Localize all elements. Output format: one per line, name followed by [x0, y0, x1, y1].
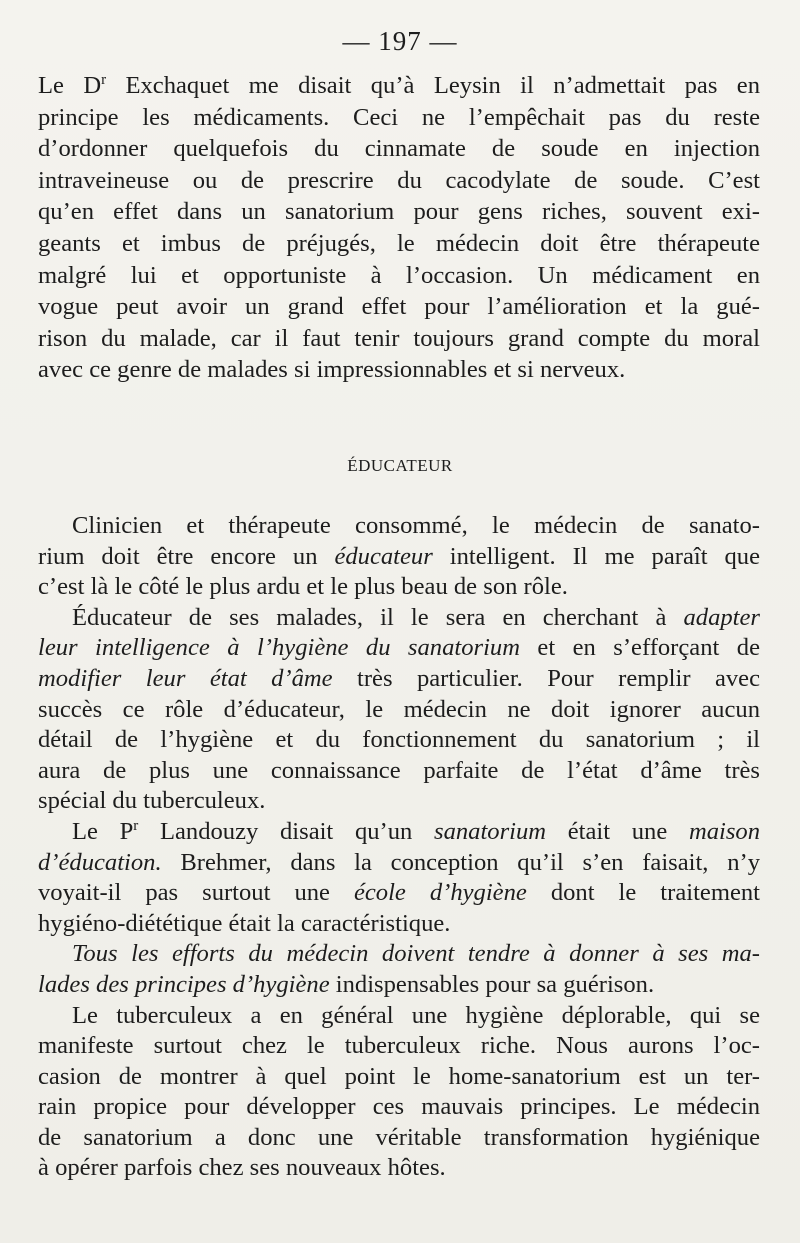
italic-run: sanatorium	[434, 817, 547, 845]
text-line: de sanatorium a donc une véritable transformation hygiénique	[38, 1123, 760, 1151]
text-run: et en s’efforçant de	[519, 634, 760, 662]
italic-run: d’éducation.	[38, 848, 162, 876]
text-line: succès ce rôle d’éducateur, le médecin ne doit ignorer aucun	[38, 695, 760, 723]
section-2-body	[38, 511, 760, 1184]
text-line	[38, 664, 760, 695]
text-line	[38, 542, 760, 573]
text-line: geants et imbus de préjugés, le médecin doit être thérapeute	[38, 229, 760, 257]
text-line	[38, 848, 760, 879]
italic-run: maison	[688, 817, 760, 845]
text-line: aura de plus une connaissance parfaite de l’état d’âme très	[38, 756, 760, 784]
text-line: détail de l’hygiène et du fonctionnement du sanatorium ; il	[38, 726, 760, 754]
section-1-paragraph	[38, 70, 760, 386]
text-line: hygiéno-diététique était la caractéristique.	[38, 909, 451, 937]
italic-run: modifier leur état d’âme	[38, 664, 333, 692]
text-line	[38, 633, 760, 664]
text-line	[38, 70, 760, 102]
text-line: intraveineuse ou de prescrire du cacodylate de soude. C’est	[38, 166, 760, 194]
italic-run: lades des principes d’hygiène	[38, 970, 330, 998]
text-line: manifeste surtout chez le tuberculeux riche. Nous aurons l’oc-	[38, 1032, 760, 1060]
text-run: Le D	[38, 72, 102, 99]
text-line	[38, 603, 760, 634]
text-line: Tous les efforts du médecin doivent tendre à donner à ses ma-	[72, 940, 760, 968]
text-run: était une	[546, 817, 689, 845]
text-line: casion de montrer à quel point le home-sanatorium est un ter-	[38, 1062, 760, 1090]
text-line: Clinicien et thérapeute consommé, le médecin de sanato-	[72, 512, 760, 539]
text-line: spécial du tuberculeux.	[38, 787, 266, 815]
superscript: r	[101, 72, 107, 88]
text-run: rium doit être encore un	[38, 542, 335, 570]
text-line: qu’en effet dans un sanatorium pour gens riches, souvent exi-	[38, 198, 760, 226]
italic-run: adapter	[683, 603, 760, 631]
text-line: rison du malade, car il faut tenir toujours grand compte du moral	[38, 324, 760, 352]
text-line: Le tuberculeux a en général une hygiène déplorable, qui se	[72, 1001, 760, 1029]
text-line: c’est là le côté le plus ardu et le plus beau de son rôle.	[38, 573, 568, 601]
italic-run: éducateur	[334, 542, 433, 570]
text-run: voyait-il pas surtout une	[38, 879, 354, 907]
text-line	[38, 817, 760, 848]
text-line: à opérer parfois chez ses nouveaux hôtes.	[38, 1154, 446, 1182]
text-run: Landouzy disait qu’un	[138, 817, 434, 845]
text-run: Éducateur de ses malades, il le sera en cherchant à	[72, 603, 684, 631]
text-run: intelligent. Il me paraît que	[432, 542, 760, 570]
page-number: — 197 —	[342, 26, 458, 56]
italic-run: leur intelligence à l’hygiène du sanatorium	[38, 634, 520, 662]
text-run: Brehmer, dans la conception qu’il s’en faisait, n’y	[161, 848, 760, 876]
section-heading: ÉDUCATEUR	[347, 456, 453, 475]
text-line	[38, 878, 760, 909]
text-line: avec ce genre de malades si impressionnables et si nerveux.	[38, 356, 626, 384]
superscript: r	[133, 817, 139, 834]
text-line: d’ordonner quelquefois du cinnamate de soude en injection	[38, 135, 760, 163]
text-line: principe les médicaments. Ceci ne l’empêchait pas du reste	[38, 103, 760, 131]
text-line	[38, 970, 760, 1001]
italic-run: école d’hygiène	[353, 879, 527, 907]
text-run: très particulier. Pour remplir avec	[332, 664, 760, 692]
text-run: indispensables pour sa guérison.	[329, 970, 655, 998]
text-line: vogue peut avoir un grand effet pour l’amélioration et la gué-	[38, 293, 760, 321]
text-run: Le P	[72, 817, 134, 845]
text-run: Exchaquet me disait qu’à Leysin il n’admettait pas en	[106, 72, 760, 99]
text-line: rain propice pour développer ces mauvais principes. Le médecin	[38, 1093, 760, 1121]
text-line: malgré lui et opportuniste à l’occasion. Un médicament en	[38, 261, 760, 289]
text-run: dont le traitement	[526, 879, 760, 907]
